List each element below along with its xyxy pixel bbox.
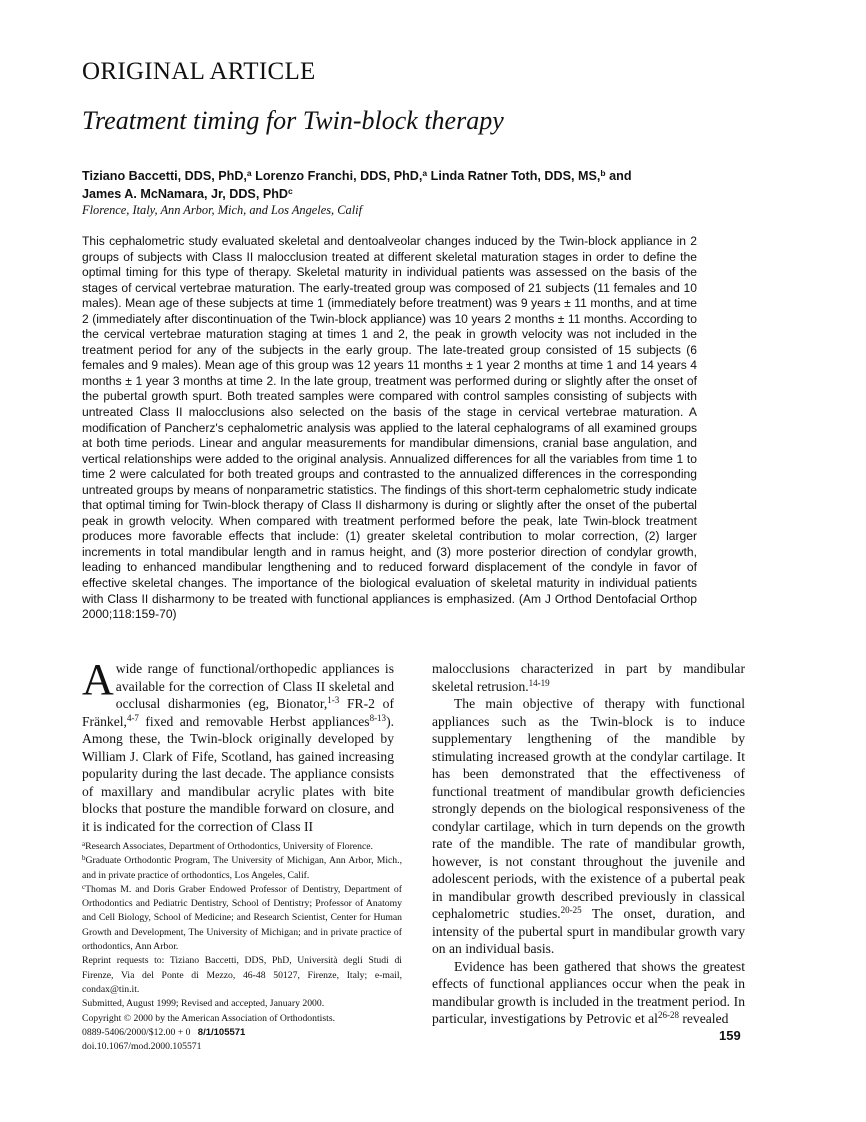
citation-ref: 26-28 <box>657 1010 679 1020</box>
affiliation-mark: b <box>600 168 606 178</box>
affiliation-mark: c <box>288 186 293 196</box>
body-text: malocclusions characterized in part by mandibular skeletal retrusion. <box>432 661 745 694</box>
affiliation-mark: a <box>246 168 252 178</box>
body-text: Evidence has been gathered that shows the greatest effects of functional appliances occur when the peak in mandibular growth is included in the treatment period. In particular, investigations by Petrovic et al <box>432 958 745 1026</box>
body-text: wide range of functional/orthopedic appliances is available for the correction of Class II skeletal and occlusal disharmonies (eg, Bionator, <box>115 661 394 711</box>
body-paragraph <box>432 695 745 958</box>
footnote-mark: c <box>82 882 86 891</box>
submission-dates: Submitted, August 1999; Revised and accepted, January 2000. <box>82 998 325 1010</box>
citation-ref: 14-19 <box>528 677 550 688</box>
footnote-text: Graduate Orthodontic Program, The University of Michigan, Ann Arbor, Mich., and in private practice of orthodontics, Los Angeles, Calif. <box>82 855 402 881</box>
footnote-c <box>82 883 402 954</box>
affiliation-mark: a <box>422 168 428 178</box>
author-name: Linda Ratner Toth, DDS, MS, <box>430 169 601 183</box>
section-label: ORIGINAL ARTICLE <box>82 58 316 85</box>
body-paragraph <box>432 958 745 1028</box>
article-title: Treatment timing for Twin-block therapy <box>82 106 504 135</box>
doi: doi.10.1067/mod.2000.105571 <box>82 1041 202 1053</box>
body-text: The main objective of therapy with functional appliances such as the Twin-block is to induce supplementary lengthening of the mandible by stimulating increased growth at the condylar cartilage. It has been demonstrated that the effectiveness of functional treatment of mandibular growth deficiencies strongly depends on the biological responsiveness of the condylar cartilage, which in turn depends on the growth rate of the mandible. The rate of mandibular growth, however, is not constant throughout the juvenile and adolescent periods, with the existence of a pubertal peak in mandibular growth described previously in classical cephalometric studies. <box>432 696 745 921</box>
body-column-left <box>82 655 394 835</box>
citation-ref: 20-25 <box>560 905 582 915</box>
copyright: Copyright © 2000 by the American Association of Orthodontists. <box>82 1012 336 1024</box>
footnote-mark: a <box>82 840 86 848</box>
body-paragraph <box>82 655 394 835</box>
author-locations: Florence, Italy, Ann Arbor, Mich, and Los Angeles, Calif <box>82 203 363 217</box>
issn-line <box>82 1026 402 1040</box>
author-name: James A. McNamara, Jr, DDS, PhD <box>82 187 289 201</box>
footnote-text: Research Associates, Department of Orthodontics, University of Florence. <box>85 841 373 852</box>
abstract: This cephalometric study evaluated skeletal and dentoalveolar changes induced by the Twin-block appliance in 2 groups of subjects with Class II malocclusion treated at different skeletal maturation stages in order to define the optimal timing for this type of therapy. Skeletal maturity in individual patients was assessed on the basis of the stages of cervical vertebrae maturation. The early-treated group was composed of 21 subjects (11 females and 10 males). Mean age of these subjects at time 1 (immediately before treatment) was 9 years ± 11 months, and at time 2 (immediately after discontinuation of the Twin-block appliance) was 10 years 2 months ± 11 months. According to the cervical vertebrae maturation staging at times 1 and 2, the peak in growth velocity was not included in the treatment period for any of the subjects in the early group. The late-treated group consisted of 15 subjects (6 females and 9 males). Mean age of this group was 12 years 11 months ± 1 year 2 months at time 1 and 14 years 4 months ± 1 year 3 months at time 2. In the late group, treatment was performed during or slightly after the onset of the pubertal growth spurt. Both treated samples were compared with control samples consisting of subjects with untreated Class II malocclusions also selected on the basis of the stage in cervical vertebrae maturation. A modification of Pancherz's cephalometric analysis was applied to the lateral cephalograms of all examined groups at both time periods. Linear and angular measurements for mandibular dimensions, cranial base angulation, and vertical relationships were added to the original analysis. Annualized differences for all the variables from time 1 to time 2 were calculated for both treated groups and contrasted to the annualized differences in the corresponding untreated groups by means of nonparametric statistics. The findings of this short-term cephalometric study indicate that optimal timing for Twin-block therapy of Class II disharmony is during or slightly after the onset of the pubertal peak in growth velocity. When compared with treatment performed before the peak, late Twin-block treatment produces more favorable effects that include: (1) greater skeletal contribution to molar correction, (2) larger increments in total mandibular length and in ramus height, and (3) more posterior direction of condylar growth, leading to enhanced mandibular lengthening and to reduced forward displacement of the condyle in favor of effective skeletal changes. The importance of the biological evaluation of skeletal maturity in individual patients with Class II disharmony to be treated with functional appliances is emphasized. (Am J Orthod Dentofacial Orthop 2000;118:159-70) <box>82 234 697 622</box>
issn: 0889-5406/2000/$12.00 + 0 <box>82 1026 191 1038</box>
body-text: fixed and removable Herbst appliances <box>138 713 370 729</box>
author-list <box>82 167 682 203</box>
citation-ref: 8-13 <box>369 712 387 723</box>
body-text: ). Among these, the Twin-block originally developed by William J. Clark of Fife, Scotland, has gained increasing popularity during the last decade. The appliance consists of maxillary and mandibular acrylic plates with bite blocks that posture the mandible forward on closure, and it is indicated for the correction of Class II <box>82 713 394 834</box>
body-text: The onset, duration, and intensity of the pubertal spurt in mandibular growth vary on an individual basis. <box>432 906 745 956</box>
citation-ref: 1-3 <box>327 695 340 705</box>
author-name: Tiziano Baccetti, DDS, PhD, <box>82 169 247 183</box>
author-conjunction: and <box>609 169 632 183</box>
reprint-requests: Reprint requests to: Tiziano Baccetti, DDS, PhD, Università degli Studi di Firenze, Via del Ponte di Mezzo, 46-48 50127, Firenze, Italy; e-mail, condax@tin.it. <box>82 955 402 995</box>
footnotes <box>82 840 402 1054</box>
author-name: Lorenzo Franchi, DDS, PhD, <box>255 169 423 183</box>
footnote-mark: b <box>82 854 86 863</box>
page-number: 159 <box>719 1028 741 1043</box>
footnote-b <box>82 854 402 883</box>
body-column-right <box>432 660 745 1028</box>
body-text: FR-2 of Fränkel, <box>82 696 394 729</box>
footnote-text: Thomas M. and Doris Graber Endowed Professor of Dentistry, Department of Orthodontics and Pediatric Dentistry, School of Dentistry; Professor of Anatomy and Cell Biology, School of Medicine; and Research Scientist, Center for Human Growth and Development, The University of Michigan; and in private practice of orthodontics, Ann Arbor. <box>82 883 402 953</box>
citation-ref: 4-7 <box>126 712 139 723</box>
body-text: revealed <box>678 1011 729 1026</box>
body-paragraph <box>432 660 745 695</box>
footnote-a <box>82 840 402 854</box>
drop-cap: A <box>82 655 114 704</box>
issn-code: 8/1/105571 <box>197 1026 246 1038</box>
